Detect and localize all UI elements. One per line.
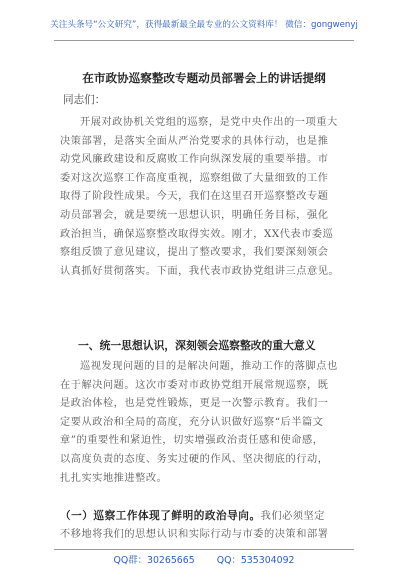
- paragraph-line: 取得了阶段性成果。今天，我们在这里召开巡察整改专题: [60, 191, 329, 203]
- footer-contact: [0, 552, 408, 566]
- subsection-line: [60, 507, 352, 527]
- header-divider: [54, 40, 354, 41]
- footer-divider: [54, 549, 354, 550]
- paragraph-line: 在于解决问题。这次市委对市政协党组开展常规巡察，既: [60, 379, 329, 391]
- paragraph-line: 开展对政协机关党组的巡察，是党中央作出的一项重大: [80, 117, 338, 128]
- paragraph-line: 巡视发现问题的目的是解决问题，推动工作的落脚点也: [80, 361, 338, 372]
- paragraph-3: [60, 526, 350, 545]
- paragraph-line: 章”的重要性和紧迫性，切实增强政治责任感和使命感，: [60, 435, 324, 447]
- paragraph-line: 扎扎实实地推进整改。: [60, 472, 168, 484]
- footer-qq-group: QQ群：30265665: [113, 555, 195, 566]
- paragraph-line: 动员部署会，就是要统一思想认识，明确任务目标，强化: [60, 209, 329, 221]
- paragraph-1: [60, 114, 350, 281]
- subsection-text: 我们必须坚定: [260, 511, 326, 522]
- document-title: 在市政协巡察整改专题动员部署会上的讲话提纲: [82, 71, 326, 85]
- paragraph-line: 动党风廉政建设和反腐败工作向纵深发展的重要举措。市: [60, 154, 329, 166]
- paragraph-line: 定要从政治和全局的高度，充分认识做好巡察“后半篇文: [60, 416, 324, 428]
- section-heading-1: 一、统一思想认识，深刻领会巡察整改的重大意义: [78, 339, 316, 352]
- paragraph-line: 察组反馈了意见建议，提出了整改要求，我们要深刻领会: [60, 247, 329, 259]
- salutation: 同志们：: [63, 94, 106, 106]
- paragraph-2: [60, 358, 350, 488]
- header-note: 关注头条号“公文研究”，获得最新最全最专业的公文资料库！ 微信：gongwenyj: [50, 20, 358, 30]
- paragraph-line: 委对这次巡察工作高度重视，巡察组做了大量细致的工作: [60, 172, 329, 184]
- footer-qq: QQ：535304092: [216, 555, 295, 566]
- paragraph-line: 政治担当，确保巡察整改取得实效。刚才，XX代表市委巡: [60, 228, 334, 240]
- paragraph-line: 不移地将我们的思想认识和实际行动与市委的决策和部署: [60, 529, 329, 540]
- paragraph-line: 以高度负责的态度、务实过硬的作风、坚决彻底的行动，: [60, 453, 329, 465]
- subsection-heading-1: （一）巡察工作体现了鲜明的政治导向。: [60, 510, 261, 522]
- paragraph-line: 决策部署，是落实全面从严治党要求的具体行动，也是推: [60, 135, 329, 147]
- paragraph-line: 认真抓好贯彻落实。下面，我代表市政协党组讲三点意见。: [60, 265, 340, 277]
- paragraph-line: 是政治体检，也是党性锻炼，更是一次警示教育。我们一: [60, 398, 329, 410]
